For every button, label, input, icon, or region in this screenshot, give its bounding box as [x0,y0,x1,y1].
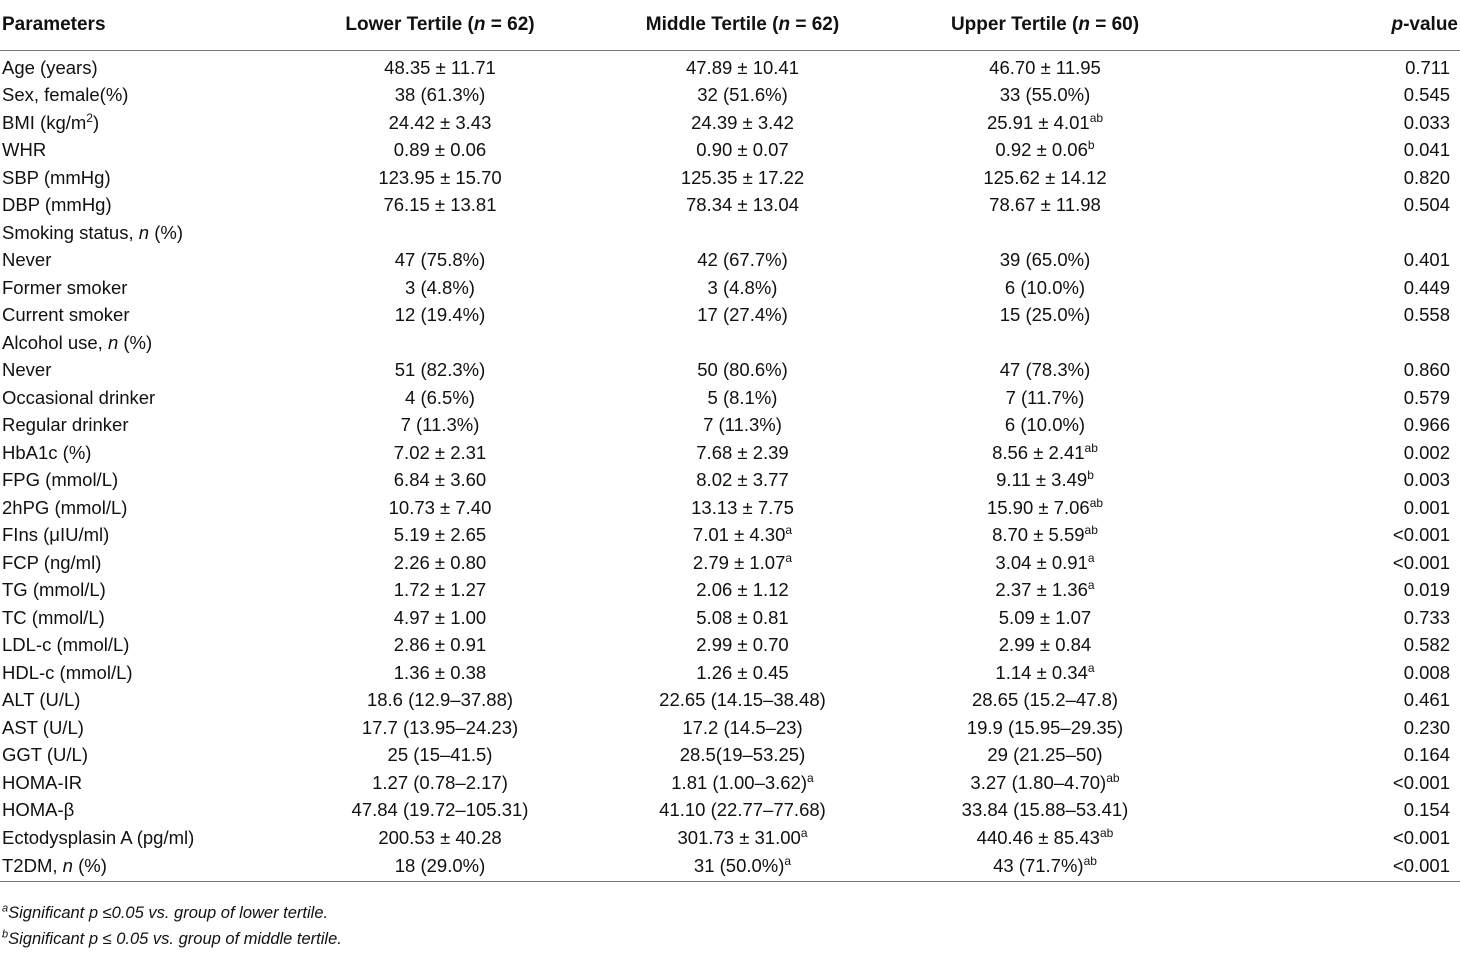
lower-tertile-value: 76.15 ± 13.81 [383,194,497,216]
header-lower-tertile: Lower Tertile (n = 62) [290,0,590,51]
table-row [0,577,1460,605]
row-label: Alcohol use, n (%) [2,331,153,353]
upper-tertile-value: 46.70 ± 11.95 [989,56,1101,78]
row-label: AST (U/L) [2,716,84,738]
row-label: Regular drinker [2,414,129,436]
middle-tertile-value: 32 (51.6%) [697,84,788,106]
lower-tertile-value: 4 (6.5%) [405,386,475,408]
row-label: Never [2,249,52,271]
middle-tertile-value: 2.99 ± 0.70 [696,634,789,656]
table-row [0,494,1460,522]
middle-tertile-value: 28.5(19–53.25) [679,744,806,766]
lower-tertile-value: 47.84 (19.72–105.31) [351,799,529,821]
upper-tertile-value: 78.67 ± 11.98 [989,194,1101,216]
row-label: HOMA-IR [2,771,83,793]
middle-tertile-value: 7.68 ± 2.39 [696,441,789,463]
upper-tertile-value: 47 (78.3%) [999,359,1091,381]
middle-tertile-value: 7.01 ± 4.30$^a$ [692,523,793,546]
middle-tertile-value: 41.10 (22.77–77.68) [659,799,826,821]
p-value: 0.230 [1403,716,1450,738]
row-label: Ectodysplasin A (pg/ml) [2,826,195,848]
p-value: 0.733 [1403,606,1450,628]
lower-tertile-value: 47 (75.8%) [394,249,486,271]
middle-tertile-value: 301.73 ± 31.00$^a$ [677,825,808,848]
p-value: 0.545 [1403,84,1450,106]
p-value: <0.001 [1392,826,1450,848]
middle-tertile-value: 42 (67.7%) [697,249,788,271]
upper-tertile-value: 7 (11.7%) [1005,386,1085,408]
row-label: FPG (mmol/L) [2,469,119,491]
lower-tertile-value: 38 (61.3%) [394,84,486,106]
table-row [0,137,1460,165]
row-label: TG (mmol/L) [2,579,106,601]
upper-tertile-value: 25.91 ± 4.01$^{ab}$ [986,110,1104,133]
lower-tertile-value: 4.97 ± 1.00 [393,606,487,628]
p-value: 0.582 [1403,634,1450,656]
lower-tertile-value: 10.73 ± 7.40 [388,496,492,518]
table-body [0,51,1460,882]
upper-tertile-value: 19.9 (15.95–29.35) [966,716,1124,738]
header-middle-tertile: Middle Tertile (n = 62) [590,0,895,51]
upper-tertile-value: 43 $(71.7\%)^{ab}$ [895,852,1195,882]
table-row [0,329,1460,357]
lower-tertile-value: 1.36 ± 0.38 [393,661,487,683]
p-value: 0.401 [1403,249,1450,271]
table-row [0,219,1460,247]
p-value [1195,329,1460,357]
p-value: 0.461 [1403,689,1450,711]
middle-tertile-value: 1.81 $(1.00-3.62)^a$ [671,770,814,793]
upper-tertile-value: 1.14 ± 0.34$^a$ [995,660,1095,683]
row-label: Never [2,359,52,381]
lower-tertile-value: 48.35 ± 11.71 [384,56,496,78]
header-parameters: Parameters [0,0,290,51]
row-label: GGT (U/L) [2,744,88,766]
p-value [1195,219,1460,247]
table-row [0,549,1460,577]
table-row [0,604,1460,632]
upper-tertile-value: 15 (25.0%) [999,304,1091,326]
lower-tertile-value [290,329,590,357]
middle-tertile-value: 47.89 ± 10.41 [685,56,800,78]
table-row [0,522,1460,550]
table-row [0,274,1460,302]
table-row [0,659,1460,687]
upper-tertile-value: 6 (10.0%) [1004,414,1086,436]
table-row [0,82,1460,110]
lower-tertile-value: 18 (29.0%) [290,852,590,882]
p-value: 0.504 [1403,194,1450,216]
p-value: 0.711 [1405,56,1450,78]
row-label: T2DM, n (%) [0,852,290,882]
upper-tertile-value: 33 (55.0%) [999,84,1091,106]
table-row [0,632,1460,660]
row-label: Occasional drinker [2,386,156,408]
upper-tertile-value: 15.90 ± 7.06$^{ab}$ [986,495,1104,518]
p-value: 0.001 [1403,496,1450,518]
table-row [0,687,1460,715]
p-value: 0.558 [1403,304,1450,326]
lower-tertile-value: 24.42 ± 3.43 [388,111,492,133]
header-p-value: p-value [1195,0,1460,51]
table-row [0,384,1460,412]
row-label: Age (years) [2,56,98,78]
middle-tertile-value: 50 (80.6%) [697,359,788,381]
row-label: LDL-c (mmol/L) [2,634,130,656]
middle-tertile-value: 125.35 ± 17.22 [680,166,805,188]
middle-tertile-value: 2.79 ± 1.07$^a$ [692,550,793,573]
p-value: 0.820 [1403,166,1450,188]
middle-tertile-value: 7 (11.3%) [703,414,782,436]
table-row [0,164,1460,192]
p-value: 0.003 [1403,469,1450,491]
lower-tertile-value: 1.27 (0.78–2.17) [372,771,508,793]
table-row [0,412,1460,440]
lower-tertile-value: 5.19 ± 2.65 [393,524,487,546]
p-value: 0.033 [1403,111,1450,133]
upper-tertile-value [895,219,1195,247]
p-value: <0.001 [1195,852,1460,882]
upper-tertile-value: 2.99 ± 0.84 [998,634,1092,656]
table-row [0,742,1460,770]
lower-tertile-value: 12 (19.4%) [394,304,486,326]
upper-tertile-value: 0.92 ± 0.06$^b$ [995,138,1095,161]
row-label: BMI $(kg/m^2)$ [2,110,100,133]
row-label: 2hPG (mmol/L) [2,496,128,518]
middle-tertile-value: 17.2 (14.5–23) [682,716,803,738]
row-label: ALT (U/L) [2,689,81,711]
upper-tertile-value: 8.56 ± 2.41$^{ab}$ [992,440,1098,463]
p-value: <0.001 [1392,524,1450,546]
p-value: 0.966 [1403,414,1450,436]
middle-tertile-value: 17 (27.4%) [697,304,788,326]
p-value: 0.008 [1403,661,1450,683]
footnote-a: $^a$Significant p ≤0.05 vs. group of lower tertile. [2,902,329,922]
table-row [0,109,1460,137]
p-value: <0.001 [1392,551,1450,573]
middle-tertile-value: 8.02 ± 3.77 [696,469,789,491]
table-row [0,714,1460,742]
header-upper-tertile: Upper Tertile (n = 60) [895,0,1195,51]
row-label: HbA1c (%) [2,441,92,463]
lower-tertile-value: 1.72 ± 1.27 [393,579,487,601]
lower-tertile-value: 2.86 ± 0.91 [393,634,487,656]
middle-tertile-value: 13.13 ± 7.75 [691,496,794,518]
p-value: 0.164 [1403,744,1450,766]
upper-tertile-value: 33.84 (15.88–53.41) [961,799,1129,821]
row-label: TC (mmol/L) [2,606,105,628]
lower-tertile-value: 0.89 ± 0.06 [393,139,487,161]
p-value: 0.019 [1403,579,1450,601]
row-label: HDL-c (mmol/L) [2,661,133,683]
middle-tertile-value: 3 (4.8%) [707,276,778,298]
row-label: SBP (mmHg) [2,166,111,188]
middle-tertile-value [590,219,895,247]
table-row [0,797,1460,825]
table-row [0,192,1460,220]
middle-tertile-value: 2.06 ± 1.12 [696,579,789,601]
middle-tertile-value: 5 (8.1%) [707,386,778,408]
row-label: Sex, female(%) [2,84,129,106]
table-row [0,439,1460,467]
row-label: Former smoker [2,276,128,298]
table-row [0,302,1460,330]
upper-tertile-value: 29 (21.25–50) [987,744,1103,766]
table-row [0,247,1460,275]
table-row [0,852,1460,882]
header-row [0,0,1460,51]
upper-tertile-value: 6 (10.0%) [1004,276,1086,298]
lower-tertile-value: 51 (82.3%) [394,359,486,381]
p-value: 0.860 [1403,359,1450,381]
upper-tertile-value: 3.27 $(1.80-4.70)^{ab}$ [970,770,1120,793]
middle-tertile-value [590,329,895,357]
upper-tertile-value: 9.11 ± 3.49$^b$ [996,468,1094,491]
upper-tertile-value: 28.65 (15.2–47.8) [971,689,1119,711]
lower-tertile-value: 18.6 (12.9–37.88) [366,689,514,711]
p-value: 0.154 [1403,799,1450,821]
lower-tertile-value: 2.26 ± 0.80 [393,551,487,573]
lower-tertile-value: 123.95 ± 15.70 [378,166,502,188]
table-row [0,467,1460,495]
lower-tertile-value: 25 (15–41.5) [387,744,493,766]
p-value: 0.041 [1403,139,1450,161]
middle-tertile-value: 1.26 ± 0.45 [696,661,789,683]
upper-tertile-value: 125.62 ± 14.12 [983,166,1107,188]
row-label: HOMA-β [2,799,75,821]
table-row [0,769,1460,797]
middle-tertile-value: 78.34 ± 13.04 [685,194,800,216]
upper-tertile-value: 2.37 ± 1.36$^a$ [995,578,1095,601]
lower-tertile-value: 7 (11.3%) [400,414,480,436]
row-label: DBP (mmHg) [2,194,112,216]
row-label: Smoking status, n (%) [2,221,183,243]
row-label: WHR [2,139,47,161]
upper-tertile-value [895,329,1195,357]
upper-tertile-value: 39 (65.0%) [999,249,1091,271]
lower-tertile-value: 3 (4.8%) [405,276,475,298]
row-label: FCP (ng/ml) [2,551,102,573]
p-value: <0.001 [1392,771,1450,793]
table-row [0,51,1460,82]
p-value: 0.449 [1403,276,1450,298]
middle-tertile-value: 31 $(50.0\%)^a$ [590,852,895,882]
middle-tertile-value: 22.65 (14.15–38.48) [659,689,826,711]
lower-tertile-value: 6.84 ± 3.60 [393,469,487,491]
upper-tertile-value: 3.04 ± 0.91$^a$ [995,550,1095,573]
middle-tertile-value: 24.39 ± 3.42 [691,111,794,133]
upper-tertile-value: 8.70 ± 5.59$^{ab}$ [992,523,1098,546]
lower-tertile-value: 200.53 ± 40.28 [378,826,502,848]
table-row [0,824,1460,852]
middle-tertile-value: 0.90 ± 0.07 [696,139,789,161]
row-label: Current smoker [2,304,130,326]
middle-tertile-value: 5.08 ± 0.81 [696,606,789,628]
upper-tertile-value: 5.09 ± 1.07 [998,606,1092,628]
p-value: 0.579 [1403,386,1450,408]
lower-tertile-value: 17.7 (13.95–24.23) [361,716,519,738]
footnote-b: $^b$Significant p ≤ 0.05 vs. group of middle tertile. [2,928,342,948]
upper-tertile-value: 440.46 ± 85.43$^{ab}$ [976,825,1114,848]
p-value: 0.002 [1403,441,1450,463]
row-label: FIns (μIU/ml) [2,524,110,546]
lower-tertile-value: 7.02 ± 2.31 [393,441,487,463]
lower-tertile-value [290,219,590,247]
table-row [0,357,1460,385]
